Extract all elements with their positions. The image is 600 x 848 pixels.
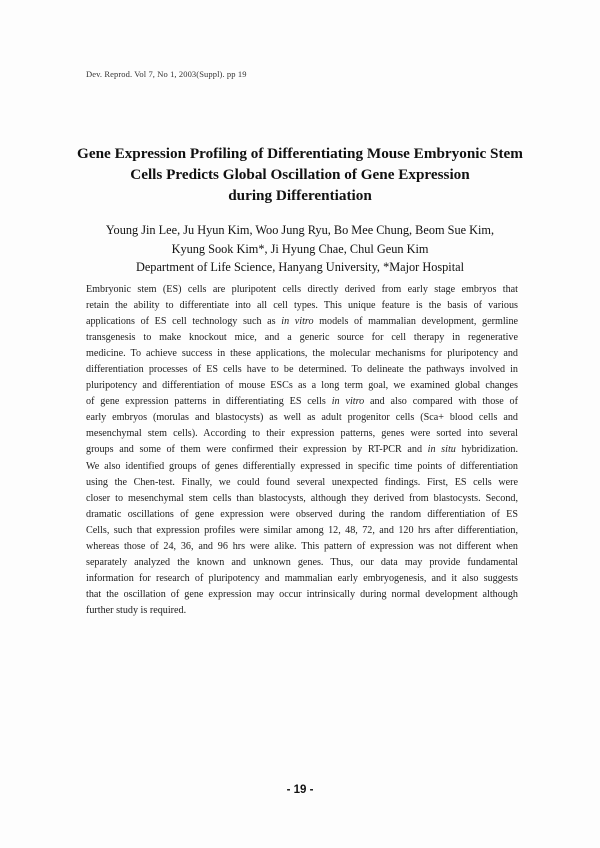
author-list-line: Young Jin Lee, Ju Hyun Kim, Woo Jung Ryu, Bo Mee Chung, Beom Sue Kim, [105, 223, 495, 237]
title-line: during Differentiation [228, 187, 372, 204]
abstract-line: Cells, such that expression profiles were similar among 12, 48, 72, and 120 hrs after differentiation, [86, 524, 518, 536]
italic-term: in vitro [281, 316, 314, 328]
italic-term: in situ [427, 444, 456, 456]
affiliation-line: Department of Life Science, Hanyang University, *Major Hospital [135, 260, 465, 274]
author-block [60, 221, 540, 277]
abstract-line: We also identified groups of genes differentially expressed in specific time points of differentiation [86, 460, 518, 472]
journal-reference: Dev. Reprod. Vol 7, No 1, 2003(Suppl). pp 19 [86, 69, 247, 79]
abstract-line: of gene expression patterns in differentiating ES cells in vitro and also compared with those of [86, 396, 518, 408]
abstract-line: differentiation processes of ES cells have to be determined. To delineate the pathways involved in [86, 364, 518, 376]
abstract-line: Embryonic stem (ES) cells are pluripotent cells directly derived from early stage embryos that [86, 284, 518, 295]
abstract-line: early embryos (morulas and blastocysts) as well as adult progenitor cells (Sca+ blood cells and [86, 412, 518, 424]
page-number: - 19 - [286, 784, 314, 796]
title-line: Cells Predicts Global Oscillation of Gene Expression [130, 166, 470, 183]
abstract-line: information for research of pluripotency and mammalian early embryogenesis, and it also suggests [86, 572, 518, 584]
title-line: Gene Expression Profiling of Differentiating Mouse Embryonic Stem [77, 145, 523, 162]
abstract-line: that the oscillation of gene expression may occur intrinsically during normal development although [86, 588, 518, 600]
abstract-line: using the Chen-test. Finally, we could found several unexpected findings. First, ES cells were [86, 476, 518, 488]
paper-title [60, 143, 540, 206]
abstract-line: separately analyzed the known and unknown genes. Thus, our data may provide fundamental [86, 556, 518, 568]
abstract-line: applications of ES cell technology such as in vitro models of mammalian development, germline [86, 316, 518, 328]
abstract-line: further study is required. [86, 604, 187, 616]
abstract-line: mesenchymal stem cells). According to their expression patterns, genes were sorted into several [86, 428, 518, 440]
italic-term: in vitro [331, 396, 365, 408]
abstract-line: closer to mesenchymal stem cells than blastocysts, although they derived from blastocysts. Second, [86, 492, 518, 504]
abstract-line: whereas those of 24, 36, and 96 hrs were alike. This pattern of expression was not different when [86, 540, 518, 552]
abstract-line: pluripotency and differentiation of mouse ESCs as a long term goal, we examined global changes [86, 380, 518, 392]
abstract-line: retain the ability to differentiate into all cell types. This unique feature is the basis of various [86, 300, 518, 312]
abstract-line: dramatic oscillations of gene expression were observed during the random differentiation of ES [86, 508, 518, 520]
abstract-line: medicine. To achieve success in these applications, the molecular mechanisms for pluripotency and [86, 348, 518, 360]
author-list-line: Kyung Sook Kim*, Ji Hyung Chae, Chul Geun Kim [171, 241, 429, 256]
abstract-line: transgenesis to make knockout mice, and a generic source for cell therapy in regenerative [86, 332, 518, 344]
abstract-line: groups and some of them were confirmed their expression by RT-PCR and in situ hybridization. [86, 444, 518, 456]
abstract-body [86, 282, 518, 619]
